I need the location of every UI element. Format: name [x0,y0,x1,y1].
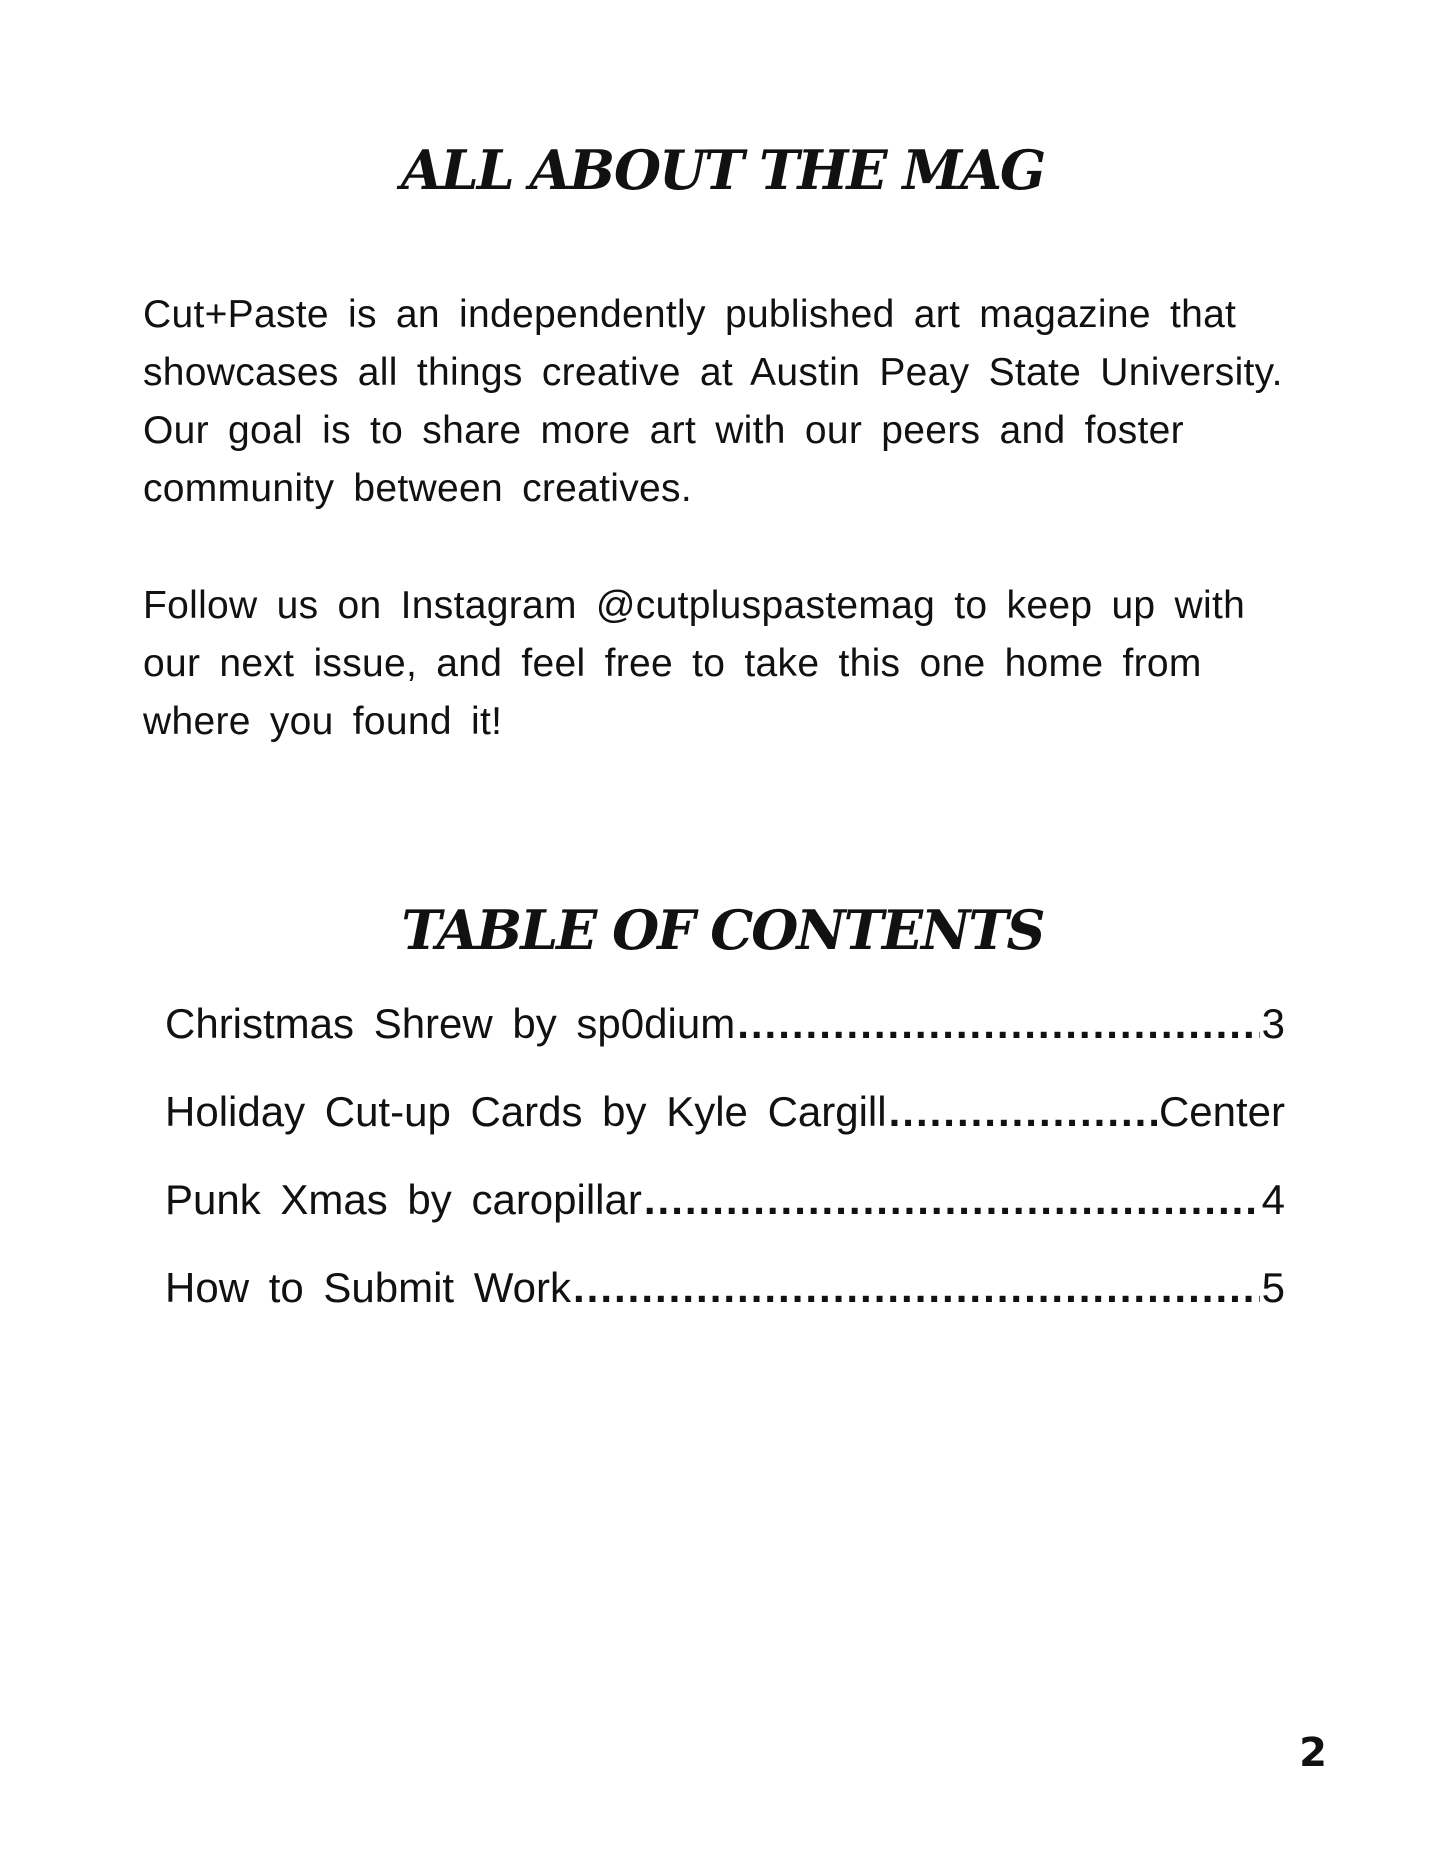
toc-dot-leader [889,1088,1157,1136]
toc-entry-title: Punk Xmas by caropillar [165,1176,642,1223]
toc-entry [165,1264,1285,1352]
toc-entry-title: Christmas Shrew by sp0dium [165,1000,736,1047]
toc-dot-leader [573,1264,1260,1312]
page-number: 2 [1299,1730,1327,1776]
about-heading: ALL ABOUT THE MAG [400,138,1045,202]
toc-entry [165,1176,1285,1264]
toc-entry-title: How to Submit Work [165,1264,571,1311]
toc-heading: TABLE OF CONTENTS [401,898,1044,962]
toc-entry-title: Holiday Cut-up Cards by Kyle Cargill [165,1088,887,1135]
toc-dot-leader [737,1000,1259,1048]
toc-entry [165,1000,1285,1088]
about-paragraph-follow: Follow us on Instagram @cutpluspastemag to keep up with our next issue, and feel free to take this one home from where you found it! [143,584,1246,743]
toc-entry-page: 3 [1261,1000,1285,1047]
toc-entry-page: 5 [1261,1264,1285,1311]
about-paragraph-intro: Cut+Paste is an independently published art magazine that showcases all things creative at Austin Peay State University. Our goal is to share more art with our peers and foster community between creatives. [143,293,1283,510]
toc-dot-leader [644,1176,1260,1224]
toc-entry [165,1088,1285,1176]
table-of-contents [165,1000,1285,1352]
toc-entry-page: Center [1158,1088,1285,1135]
toc-entry-page: 4 [1261,1176,1285,1223]
